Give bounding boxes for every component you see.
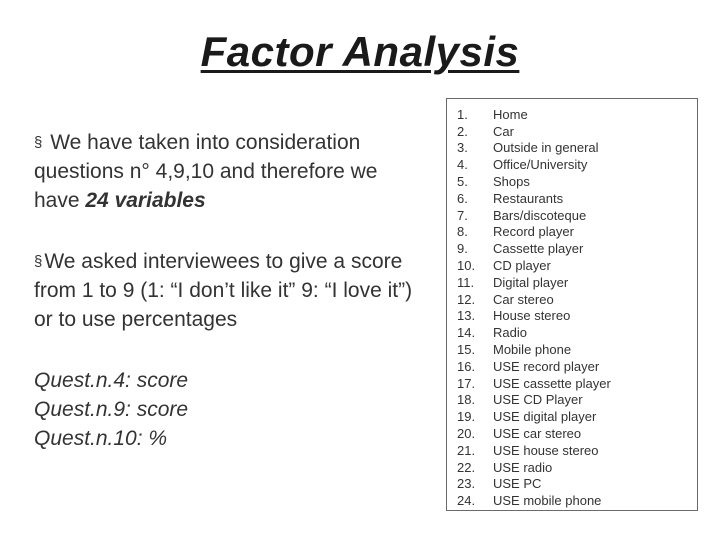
variable-label: Car: [493, 123, 514, 139]
variable-list-item: [447, 257, 697, 274]
variable-number: 24.: [457, 493, 476, 509]
paragraph-score-text-2: or to use percentages: [34, 308, 238, 331]
variable-list-item: [447, 106, 697, 123]
variable-list-item: [447, 173, 697, 190]
variable-number: 10.: [457, 258, 476, 274]
bullet-icon: §: [34, 134, 43, 151]
variable-label: USE cassette player: [493, 375, 611, 391]
variable-list-item: [447, 392, 697, 409]
variable-number: 16.: [457, 358, 476, 374]
variables-count: 24: [85, 189, 109, 212]
paragraph-score: [34, 247, 414, 334]
variable-list-item: [447, 358, 697, 375]
variable-number: 9.: [457, 241, 468, 257]
variable-number: 17.: [457, 375, 476, 391]
variable-number: 5.: [457, 174, 468, 190]
variable-list-item: [447, 274, 697, 291]
variable-label: USE car stereo: [493, 426, 582, 442]
left-text-column: [34, 128, 414, 453]
variable-list-item: [447, 324, 697, 341]
variable-list-item: [447, 240, 697, 257]
variable-list-item: [447, 476, 697, 493]
variable-label: CD player: [493, 258, 551, 274]
variable-label: Bars/discoteque: [493, 207, 587, 223]
variable-list-item: [447, 123, 697, 140]
quest-list: [34, 366, 414, 453]
variable-number: 22.: [457, 459, 476, 475]
paragraph-variables-text: We have taken into consideration questions n° 4,9,10 and therefore we have: [34, 131, 378, 212]
variable-number: 3.: [457, 140, 468, 156]
paragraph-variables: [34, 128, 414, 215]
quest-item: Quest.n.9: score: [34, 398, 189, 421]
variable-label: USE CD Player: [493, 392, 583, 408]
variable-number: 20.: [457, 426, 476, 442]
variable-label: Outside in general: [493, 140, 599, 156]
variable-label: Digital player: [493, 274, 569, 290]
variable-label: Radio: [493, 325, 527, 341]
quest-item: Quest.n.4: score: [34, 369, 189, 392]
variable-list-item: [447, 156, 697, 173]
variable-list-item: [447, 308, 697, 325]
variable-list-item: [447, 341, 697, 358]
variable-label: USE digital player: [493, 409, 597, 425]
variable-number: 12.: [457, 291, 476, 307]
variable-label: Shops: [493, 174, 530, 190]
variable-list-item: [447, 375, 697, 392]
variable-label: Record player: [493, 224, 574, 240]
variable-label: House stereo: [493, 308, 571, 324]
bullet-icon: §: [34, 253, 43, 270]
variable-list-item: [447, 140, 697, 157]
variable-list-item: [447, 492, 697, 509]
variable-number: 7.: [457, 207, 468, 223]
variable-number: 2.: [457, 123, 468, 139]
variable-label: USE record player: [493, 358, 600, 374]
variable-number: 18.: [457, 392, 476, 408]
variable-label: Car stereo: [493, 291, 554, 307]
variable-number: 21.: [457, 442, 476, 458]
variable-number: 13.: [457, 308, 476, 324]
paragraph-score-text: We asked interviewees to give a score from 1 to 9 (1: “I don’t like it” 9: “I love it”): [34, 250, 413, 302]
variable-list-item: [447, 291, 697, 308]
variables-word: variables: [114, 189, 206, 212]
variable-list-item: [447, 459, 697, 476]
variable-list-item: [447, 425, 697, 442]
variable-label: Cassette player: [493, 241, 584, 257]
variable-list-item: [447, 207, 697, 224]
variable-label: USE radio: [493, 459, 553, 475]
slide-title: Factor Analysis: [200, 28, 520, 75]
variable-number: 14.: [457, 325, 476, 341]
variable-number: 15.: [457, 342, 476, 358]
variable-list-item: [447, 408, 697, 425]
variable-list-item: [447, 224, 697, 241]
variable-label: Home: [493, 106, 528, 122]
variable-list-item: [447, 190, 697, 207]
variable-label: Mobile phone: [493, 342, 572, 358]
variable-label: USE mobile phone: [493, 493, 602, 509]
variable-number: 6.: [457, 190, 468, 206]
quest-item: Quest.n.10: %: [34, 427, 168, 450]
variable-label: Restaurants: [493, 190, 564, 206]
variable-label: USE PC: [493, 476, 542, 492]
variable-label: USE house stereo: [493, 442, 599, 458]
variable-number: 11.: [457, 274, 475, 290]
variable-list-item: [447, 442, 697, 459]
variable-number: 4.: [457, 157, 468, 173]
variables-list-box: [446, 98, 698, 511]
variable-number: 1.: [457, 106, 468, 122]
variable-number: 19.: [457, 409, 476, 425]
variable-number: 8.: [457, 224, 468, 240]
variable-number: 23.: [457, 476, 476, 492]
variable-label: Office/University: [493, 157, 588, 173]
